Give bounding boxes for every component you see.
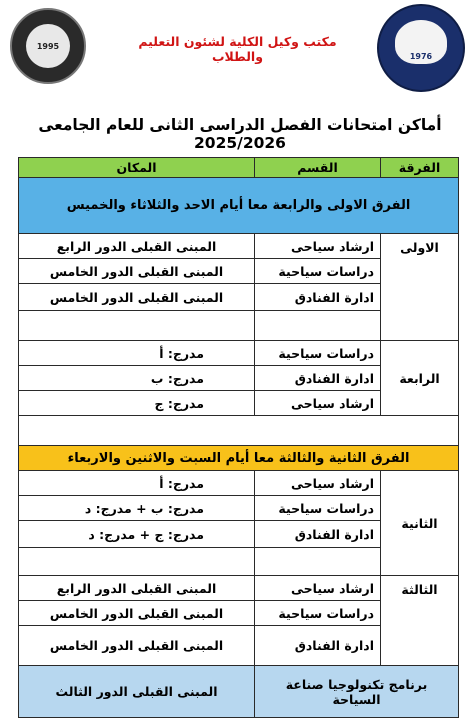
location-cell: المبنى القبلى الدور الخامس [19, 284, 255, 311]
faculty-logo-emblem [26, 24, 70, 68]
dept-cell: ارشاد سياحى [255, 391, 381, 416]
faculty-logo [10, 8, 86, 84]
university-logo [377, 4, 465, 92]
location-cell: المبنى القبلى الدور الرابع [19, 234, 255, 259]
table-header-row [19, 158, 459, 178]
dept-cell: ادارة الفنادق [255, 521, 381, 548]
university-logo-emblem [395, 20, 447, 64]
program-name-cell: برنامج تكنولوجيا صناعة السياحة [255, 666, 459, 718]
dept-cell: ارشاد سياحى [255, 576, 381, 601]
university-logo-year: 1976 [409, 52, 433, 61]
location-cell: مدرج: أ [19, 341, 255, 366]
header [0, 0, 475, 100]
band-first-fourth: الفرق الاولى والرابعة معا أيام الاحد والثلاثاء والخميس [19, 178, 459, 234]
band-row [19, 178, 459, 234]
table-row [19, 341, 459, 366]
location-cell: المبنى القبلى الدور الخامس [19, 601, 255, 626]
location-cell: مدرج: ج [19, 391, 255, 416]
location-cell: المبنى القبلى الدور الخامس [19, 259, 255, 284]
location-cell: مدرج: ج + مدرج: د [19, 521, 255, 548]
band-second-third: الفرق الثانية والثالثة معا أيام السبت والاثنين والاربعاء [19, 446, 459, 471]
exam-locations-table [18, 157, 459, 718]
spacer-cell [255, 311, 381, 341]
level-cell: الثانية [381, 471, 459, 576]
level-cell: الاولى [381, 234, 459, 341]
spacer-cell [19, 416, 459, 446]
header-dept: القسم [255, 158, 381, 178]
band-row [19, 446, 459, 471]
dept-cell: دراسات سياحية [255, 496, 381, 521]
spacer-row [19, 416, 459, 446]
dept-cell: ارشاد سياحى [255, 471, 381, 496]
office-title: مكتب وكيل الكلية لشئون التعليم والطلاب [138, 34, 337, 64]
level-cell: الرابعة [381, 341, 459, 416]
location-cell: مدرج: أ [19, 471, 255, 496]
spacer-cell [19, 311, 255, 341]
location-cell: مدرج: ب + مدرج: د [19, 496, 255, 521]
dept-cell: ادارة الفنادق [255, 366, 381, 391]
location-cell: مدرج: ب [19, 366, 255, 391]
dept-cell: دراسات سياحية [255, 601, 381, 626]
dept-cell: ادارة الفنادق [255, 626, 381, 666]
dept-cell: دراسات سياحية [255, 341, 381, 366]
faculty-logo-year: 1995 [36, 41, 60, 51]
table-row [19, 471, 459, 496]
spacer-cell [19, 548, 255, 576]
level-cell: الثالثة [381, 576, 459, 666]
location-cell: المبنى القبلى الدور الخامس [19, 626, 255, 666]
spacer-cell [255, 548, 381, 576]
dept-cell: ادارة الفنادق [255, 284, 381, 311]
table-row [19, 576, 459, 601]
dept-cell: دراسات سياحية [255, 259, 381, 284]
table-row [19, 234, 459, 259]
header-level: الفرقة [381, 158, 459, 178]
dept-cell: ارشاد سياحى [255, 234, 381, 259]
program-location-cell: المبنى القبلى الدور الثالث [19, 666, 255, 718]
program-row [19, 666, 459, 718]
header-location: المكان [19, 158, 255, 178]
page-title: أماكن امتحانات الفصل الدراسى الثانى للعام الجامعى 2025/2026 [38, 116, 442, 152]
location-cell: المبنى القبلى الدور الرابع [19, 576, 255, 601]
